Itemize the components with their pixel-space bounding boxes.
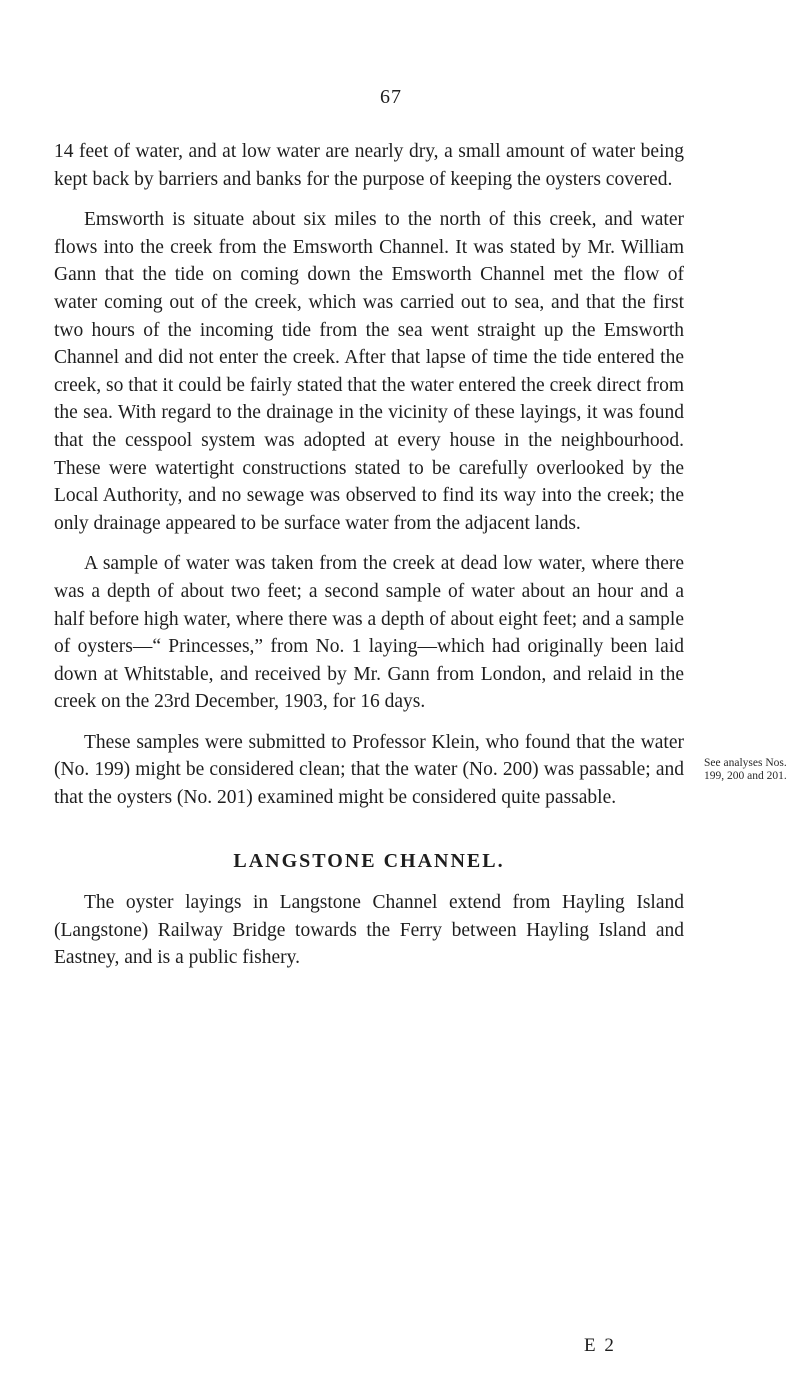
section-paragraph: The oyster layings in Langstone Channel extend from Hayling Island (Langstone) Railway Bridge towards the Ferry between Hayling Island and Eastney, and is a public fishery. xyxy=(54,892,684,969)
paragraph-4: These samples were submitted to Professor Klein, who found that the water (No. 199) might be considered clean; that the water (No. 200) was passable; and that the oysters (No. 201) examined might be considered quite passable. xyxy=(54,731,684,809)
paragraph-3: A sample of water was taken from the creek at dead low water, where there was a depth of about two feet; a second sample of water about an hour and a half before high water, where there was a depth of about eight feet; and a sample of oysters—“ Princesses,” from No. 1 laying—which had originally been laid down at Whitstable, and received by Mr. Gann from London, and relaid in the creek on the 23rd December, 1903, for 16 days. xyxy=(54,553,684,713)
page-number: 67 xyxy=(380,86,402,108)
margin-note: See analyses Nos. 199, 200 and 201. xyxy=(704,757,787,782)
signature-mark: E 2 xyxy=(584,1335,616,1356)
body-text xyxy=(54,138,684,972)
paragraph-2: Emsworth is situate about six miles to the north of this creek, and water flows into the creek from the Emsworth Channel. It was stated by Mr. William Gann that the tide on coming down the Emsworth Channel met the flow of water coming out of the creek, which was carried out to sea, and that the first two hours of the incoming tide from the sea went straight up the Emsworth Channel and did not enter the creek. After that lapse of time the tide entered the creek, so that it could be fairly stated that the water entered the creek direct from the sea. With regard to the drainage in the vicinity of these layings, it was found that the cesspool system was adopted at every house in the neighbourhood. These were watertight constructions stated to be carefully overlooked by the Local Authority, and no sewage was observed to find its way into the creek; the only drainage appeared to be surface water from the adjacent lands. xyxy=(54,209,684,534)
section-heading: LANGSTONE CHANNEL. xyxy=(233,849,505,872)
paragraph-1: 14 feet of water, and at low water are nearly dry, a small amount of water being kept back by barriers and banks for the purpose of keeping the oysters covered. xyxy=(54,141,684,190)
